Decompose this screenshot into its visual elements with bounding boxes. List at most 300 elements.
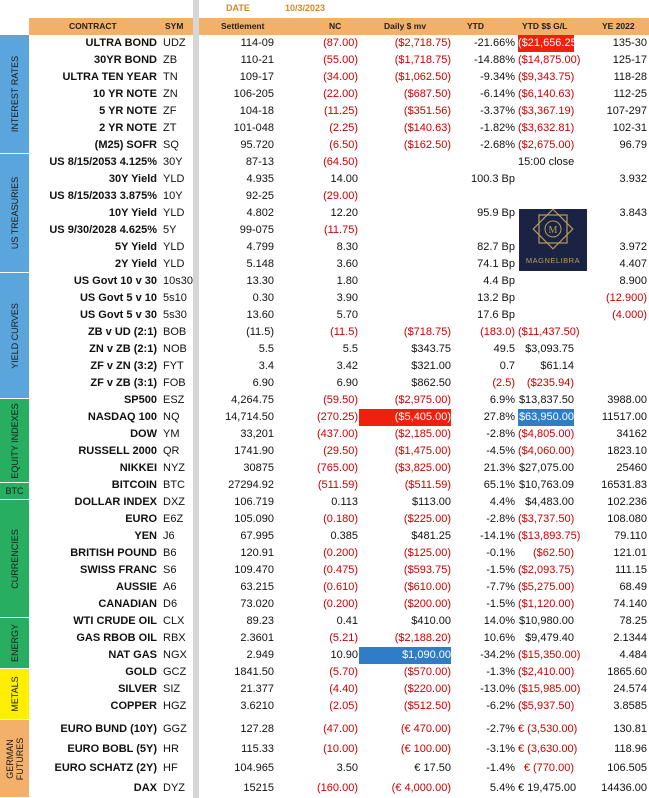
- cell-nc[interactable]: (11.5): [330, 326, 358, 338]
- cell-ye[interactable]: 118-28: [613, 71, 647, 83]
- cell-ytd[interactable]: -0.1%: [486, 547, 515, 559]
- cell-ytd[interactable]: -2.8%: [486, 513, 515, 525]
- cell-name[interactable]: ULTRA BOND: [85, 37, 157, 49]
- cell-ytdgl[interactable]: ($2,093.75): [518, 564, 575, 576]
- cell-ytdgl[interactable]: ($2,675.00): [518, 139, 575, 151]
- cell-name[interactable]: BRITISH POUND: [70, 547, 157, 559]
- cell-name[interactable]: COPPER: [110, 700, 157, 712]
- cell-nc[interactable]: (11.25): [323, 105, 358, 117]
- cell-set[interactable]: 110-21: [240, 54, 274, 66]
- cell-set[interactable]: 30875: [243, 462, 274, 474]
- cell-set[interactable]: 92-25: [245, 190, 274, 202]
- cell-ytd[interactable]: -4.5%: [486, 445, 515, 457]
- cell-daily[interactable]: (€ 100.00): [400, 742, 451, 755]
- cell-name[interactable]: 5 YR NOTE: [99, 105, 157, 117]
- cell-ye[interactable]: 96.79: [619, 139, 647, 151]
- cell-name[interactable]: GOLD: [125, 666, 157, 678]
- cell-daily[interactable]: ($687.50): [403, 88, 451, 100]
- cell-set[interactable]: 115.33: [241, 742, 274, 755]
- cell-set[interactable]: 63.215: [240, 581, 274, 593]
- cell-set[interactable]: 104.965: [234, 762, 274, 774]
- cell-daily[interactable]: ($3,825.00): [394, 462, 451, 474]
- cell-ytd[interactable]: 5.4%: [489, 781, 515, 794]
- cell-daily[interactable]: € 17.50: [414, 762, 451, 774]
- cell-ytd[interactable]: (183.0): [480, 326, 515, 338]
- cell-ye[interactable]: 74.140: [613, 598, 647, 610]
- cell-ye[interactable]: 79.110: [614, 530, 647, 542]
- cell-ytd[interactable]: -1.82%: [480, 122, 515, 134]
- cell-ytd[interactable]: -9.34%: [480, 71, 515, 83]
- cell-nc[interactable]: 5.70: [336, 309, 358, 321]
- cell-name[interactable]: 30Y Yield: [108, 173, 157, 185]
- cell-ye[interactable]: [579, 188, 647, 205]
- cell-set[interactable]: 1741.90: [234, 445, 274, 457]
- cell-sym[interactable]: 30Y: [163, 156, 183, 168]
- cell-set[interactable]: 106.719: [234, 496, 274, 508]
- cell-name[interactable]: EURO SCHATZ (2Y): [54, 762, 157, 774]
- cell-name[interactable]: US 8/15/2053 4.125%: [49, 156, 157, 168]
- cell-ytd[interactable]: -1.3%: [486, 666, 515, 678]
- cell-ytdgl[interactable]: ($235.94): [526, 377, 574, 389]
- cell-sym[interactable]: 10Y: [163, 190, 183, 202]
- cell-sym[interactable]: A6: [163, 581, 177, 593]
- cell-ye[interactable]: 118.96: [614, 742, 647, 755]
- cell-set[interactable]: 95.720: [240, 139, 274, 151]
- cell-name[interactable]: DOW: [130, 428, 157, 440]
- cell-ytdgl[interactable]: [518, 307, 574, 324]
- cell-sym[interactable]: SIZ: [163, 683, 181, 695]
- cell-name[interactable]: DAX: [133, 781, 157, 794]
- cell-sym[interactable]: YLD: [163, 241, 185, 253]
- cell-nc[interactable]: 0.385: [330, 530, 358, 542]
- cell-ytd[interactable]: -1.5%: [486, 564, 515, 576]
- cell-ytdgl[interactable]: $61.14: [540, 360, 574, 372]
- cell-sym[interactable]: 5Y: [163, 224, 177, 236]
- cell-name[interactable]: ZF v ZB (3:1): [90, 377, 157, 389]
- cell-daily[interactable]: $321.00: [411, 360, 451, 372]
- cell-ytdgl[interactable]: ($9,343.75): [518, 71, 575, 83]
- cell-ytd[interactable]: -21.66%: [474, 37, 515, 49]
- cell-nc[interactable]: 1.80: [336, 275, 358, 287]
- cell-name[interactable]: NASDAQ 100: [87, 411, 157, 423]
- cell-ye[interactable]: 16531.83: [601, 479, 647, 491]
- cell-nc[interactable]: 5.5: [342, 343, 358, 355]
- cell-ytdgl[interactable]: $3,093.75: [525, 343, 574, 355]
- cell-nc[interactable]: (11.75): [323, 224, 358, 236]
- cell-set[interactable]: 87-13: [245, 156, 274, 168]
- cell-nc[interactable]: (64.50): [323, 156, 358, 168]
- cell-daily[interactable]: $1,090.00: [359, 647, 451, 664]
- cell-daily[interactable]: ($5,405.00): [359, 409, 451, 426]
- cell-name[interactable]: 10Y Yield: [108, 207, 157, 219]
- cell-nc[interactable]: (59.50): [323, 394, 358, 406]
- cell-ye[interactable]: 108.080: [607, 513, 647, 525]
- cell-sym[interactable]: S6: [163, 564, 177, 576]
- cell-name[interactable]: ZN v ZB (2:1): [89, 343, 157, 355]
- cell-name[interactable]: 5Y Yield: [115, 241, 157, 253]
- cell-ye[interactable]: 106.505: [607, 762, 647, 774]
- cell-nc[interactable]: 6.90: [336, 377, 358, 389]
- cell-sym[interactable]: NQ: [163, 411, 180, 423]
- cell-ye[interactable]: 3988.00: [607, 394, 647, 406]
- cell-ye[interactable]: [579, 341, 647, 358]
- header-daily[interactable]: Daily $ mv: [384, 21, 427, 31]
- cell-set[interactable]: 4.935: [246, 173, 274, 185]
- cell-ytdgl[interactable]: ($3,632.81): [518, 122, 575, 134]
- cell-ytdgl[interactable]: [518, 273, 574, 290]
- cell-daily[interactable]: [359, 256, 451, 273]
- cell-name[interactable]: SILVER: [118, 683, 157, 695]
- cell-sym[interactable]: NYZ: [163, 462, 185, 474]
- cell-set[interactable]: 89.23: [246, 615, 274, 627]
- cell-ytdgl[interactable]: ($6,140.63): [518, 88, 575, 100]
- cell-set[interactable]: 114-09: [240, 37, 274, 49]
- cell-ytdgl[interactable]: [518, 290, 574, 307]
- cell-ytd[interactable]: 100.3 Bp: [470, 173, 515, 185]
- cell-ytdgl[interactable]: ($21,656.25): [518, 35, 574, 52]
- cell-ytd[interactable]: 27.8%: [483, 411, 515, 423]
- cell-ytdgl[interactable]: ($14,875.00): [518, 54, 581, 66]
- cell-ye[interactable]: 3.972: [619, 241, 647, 253]
- cell-daily[interactable]: [359, 307, 451, 324]
- cell-name[interactable]: US Govt 10 v 30: [73, 275, 157, 287]
- cell-set[interactable]: 21.377: [240, 683, 274, 695]
- cell-ytd[interactable]: 21.3%: [483, 462, 515, 474]
- cell-nc[interactable]: 3.42: [336, 360, 358, 372]
- cell-nc[interactable]: (511.59): [317, 479, 358, 491]
- cell-ytdgl[interactable]: $63,950.00: [518, 409, 574, 426]
- cell-ytd[interactable]: -34.2%: [480, 649, 515, 661]
- cell-sym[interactable]: 10s30: [163, 275, 193, 287]
- cell-name[interactable]: US Govt 5 v 10: [79, 292, 157, 304]
- cell-sym[interactable]: BTC: [163, 479, 185, 491]
- cell-nc[interactable]: 10.90: [330, 649, 358, 661]
- cell-ye[interactable]: 34162: [616, 428, 647, 440]
- cell-set[interactable]: 14,714.50: [225, 411, 274, 423]
- cell-ytdgl[interactable]: [518, 171, 574, 188]
- cell-daily[interactable]: ($2,718.75): [394, 37, 451, 49]
- cell-name[interactable]: NIKKEI: [119, 462, 157, 474]
- cell-daily[interactable]: ($2,185.00): [394, 428, 451, 440]
- cell-daily[interactable]: [359, 188, 451, 205]
- cell-ye[interactable]: 102.236: [607, 496, 647, 508]
- cell-nc[interactable]: (47.00): [323, 723, 358, 735]
- cell-name[interactable]: 2Y Yield: [115, 258, 157, 270]
- cell-name[interactable]: AUSSIE: [116, 581, 157, 593]
- cell-ytdgl[interactable]: € (770.00): [523, 762, 574, 774]
- cell-nc[interactable]: (0.200): [323, 547, 358, 559]
- cell-nc[interactable]: (29.50): [323, 445, 358, 457]
- cell-ye[interactable]: 14436.00: [601, 781, 647, 794]
- cell-ye[interactable]: 107-297: [606, 105, 647, 117]
- cell-ytdgl[interactable]: ($5,275.00): [518, 581, 575, 593]
- cell-ytd[interactable]: -1.5%: [486, 598, 515, 610]
- cell-daily[interactable]: ($225.00): [403, 513, 451, 525]
- cell-daily[interactable]: [359, 222, 451, 239]
- cell-ye[interactable]: 3.843: [619, 207, 647, 219]
- cell-nc[interactable]: (10.00): [323, 742, 358, 755]
- cell-ytd[interactable]: -14.1%: [480, 530, 515, 542]
- cell-nc[interactable]: 0.113: [331, 496, 358, 508]
- cell-ytd[interactable]: -2.7%: [486, 723, 515, 735]
- cell-daily[interactable]: ($610.00): [403, 581, 451, 593]
- cell-set[interactable]: 4,264.75: [231, 394, 274, 406]
- cell-set[interactable]: 101-048: [233, 122, 274, 134]
- cell-sym[interactable]: YM: [163, 428, 180, 440]
- cell-ye[interactable]: 102-31: [612, 122, 647, 134]
- cell-ytd[interactable]: -7.7%: [486, 581, 515, 593]
- cell-daily[interactable]: [359, 154, 451, 171]
- cell-sym[interactable]: HF: [163, 762, 178, 774]
- cell-daily[interactable]: [359, 273, 451, 290]
- cell-ye[interactable]: 130.81: [613, 723, 647, 735]
- cell-daily[interactable]: $481.25: [411, 530, 451, 542]
- cell-nc[interactable]: 14.00: [330, 173, 358, 185]
- cell-ye[interactable]: 11517.00: [601, 411, 647, 423]
- cell-ytdgl[interactable]: ($3,367.19): [518, 105, 575, 117]
- cell-ytdgl[interactable]: € (3,630.00): [518, 742, 578, 755]
- cell-set[interactable]: 2.3601: [240, 632, 274, 644]
- cell-nc[interactable]: (5.21): [329, 632, 358, 644]
- cell-ytdgl[interactable]: ($15,985.00): [518, 683, 581, 695]
- cell-set[interactable]: 67.995: [240, 530, 274, 542]
- cell-ytdgl[interactable]: $27,075.00: [518, 462, 574, 474]
- cell-name[interactable]: SWISS FRANC: [80, 564, 157, 576]
- cell-ytd[interactable]: 49.5: [493, 343, 515, 355]
- cell-set[interactable]: 2.949: [246, 649, 274, 661]
- cell-set[interactable]: 6.90: [252, 377, 274, 389]
- cell-sym[interactable]: ZT: [163, 122, 177, 134]
- cell-ytd[interactable]: -6.2%: [486, 700, 515, 712]
- cell-name[interactable]: GAS RBOB OIL: [76, 632, 157, 644]
- cell-ye[interactable]: 111.15: [614, 564, 647, 576]
- cell-nc[interactable]: 12.20: [330, 207, 358, 219]
- cell-ytd[interactable]: 95.9 Bp: [477, 207, 515, 219]
- cell-ytd[interactable]: [453, 154, 515, 171]
- cell-sym[interactable]: HR: [163, 742, 179, 755]
- cell-ytd[interactable]: 0.7: [499, 360, 515, 372]
- cell-nc[interactable]: (270.25): [317, 411, 358, 423]
- cell-sym[interactable]: YLD: [163, 173, 185, 185]
- cell-daily[interactable]: ($162.50): [403, 139, 451, 151]
- cell-set[interactable]: 109-17: [239, 71, 274, 83]
- cell-set[interactable]: 33,201: [240, 428, 274, 440]
- cell-ytd[interactable]: -2.8%: [486, 428, 515, 440]
- cell-set[interactable]: 13.30: [246, 275, 274, 287]
- cell-nc[interactable]: (87.00): [323, 37, 358, 49]
- cell-ytd[interactable]: 13.2 Bp: [477, 292, 515, 304]
- cell-ytdgl[interactable]: $9,479.40: [525, 632, 574, 644]
- cell-sym[interactable]: E6Z: [163, 513, 184, 525]
- cell-sym[interactable]: FYT: [163, 360, 184, 372]
- cell-daily[interactable]: ($2,975.00): [394, 394, 451, 406]
- cell-ye[interactable]: 4.407: [619, 258, 647, 270]
- cell-sym[interactable]: NOB: [163, 343, 187, 355]
- cell-ye[interactable]: 112-25: [613, 88, 647, 100]
- cell-sym[interactable]: TN: [163, 71, 178, 83]
- cell-ytdgl[interactable]: ($4,060.00): [518, 445, 575, 457]
- cell-name[interactable]: BITCOIN: [111, 479, 157, 491]
- cell-set[interactable]: 106-205: [233, 88, 274, 100]
- cell-ytdgl[interactable]: ($2,410.00): [518, 666, 575, 678]
- cell-ytdgl[interactable]: € (3,530.00): [518, 723, 578, 735]
- cell-daily[interactable]: ($140.63): [403, 122, 451, 134]
- cell-nc[interactable]: 3.60: [336, 258, 358, 270]
- cell-nc[interactable]: (55.00): [323, 54, 358, 66]
- cell-set[interactable]: 120.91: [240, 547, 274, 559]
- cell-daily[interactable]: $343.75: [411, 343, 451, 355]
- cell-sym[interactable]: UDZ: [163, 37, 186, 49]
- cell-name[interactable]: 2 YR NOTE: [99, 122, 157, 134]
- cell-ye[interactable]: 68.49: [619, 581, 647, 593]
- cell-sym[interactable]: YLD: [163, 258, 185, 270]
- cell-sym[interactable]: D6: [163, 598, 178, 610]
- cell-name[interactable]: US Govt 5 v 30: [79, 309, 157, 321]
- cell-ytd[interactable]: 4.4 Bp: [483, 275, 515, 287]
- cell-ytdgl[interactable]: ($15,350.00): [518, 649, 581, 661]
- cell-name[interactable]: YEN: [134, 530, 157, 542]
- cell-ytdgl[interactable]: ($13,893.75): [518, 530, 581, 542]
- cell-name[interactable]: 30YR BOND: [94, 54, 157, 66]
- cell-name[interactable]: 10 YR NOTE: [93, 88, 157, 100]
- cell-ytd[interactable]: [453, 222, 515, 239]
- cell-sym[interactable]: ESZ: [163, 394, 185, 406]
- cell-nc[interactable]: (765.00): [317, 462, 358, 474]
- header-ye[interactable]: YE 2022: [602, 21, 635, 31]
- cell-nc[interactable]: (0.475): [323, 564, 358, 576]
- cell-nc[interactable]: (2.25): [329, 122, 358, 134]
- cell-ytd[interactable]: -6.14%: [480, 88, 515, 100]
- cell-ytdgl[interactable]: ($3,737.50): [518, 513, 575, 525]
- cell-set[interactable]: 0.30: [252, 292, 274, 304]
- cell-sym[interactable]: NGX: [163, 649, 187, 661]
- cell-nc[interactable]: 3.90: [336, 292, 358, 304]
- cell-ye[interactable]: 135-30: [612, 37, 647, 49]
- cell-sym[interactable]: CLX: [163, 615, 185, 627]
- cell-ytd[interactable]: [453, 188, 515, 205]
- cell-ytd[interactable]: 14.0%: [483, 615, 515, 627]
- cell-name[interactable]: EURO BOBL (5Y): [67, 742, 157, 755]
- cell-ye[interactable]: 1865.60: [607, 666, 647, 678]
- cell-daily[interactable]: ($2,188.20): [394, 632, 451, 644]
- cell-sym[interactable]: ZB: [163, 54, 178, 66]
- cell-sym[interactable]: BOB: [163, 326, 187, 338]
- cell-daily[interactable]: [359, 290, 451, 307]
- cell-ytdgl[interactable]: $13,837.50: [518, 394, 574, 406]
- cell-sym[interactable]: SQ: [163, 139, 179, 151]
- cell-ye[interactable]: 25460: [616, 462, 647, 474]
- cell-ytdgl[interactable]: $4,483.00: [525, 496, 574, 508]
- cell-sym[interactable]: B6: [163, 547, 177, 559]
- cell-ytdgl[interactable]: ($4,805.00): [518, 428, 575, 440]
- cell-nc[interactable]: 0.41: [336, 615, 358, 627]
- cell-daily[interactable]: ($220.00): [403, 683, 451, 695]
- cell-ytd[interactable]: -2.68%: [480, 139, 515, 151]
- cell-sym[interactable]: HGZ: [163, 700, 187, 712]
- cell-sym[interactable]: DYZ: [163, 781, 185, 794]
- cell-ytdgl[interactable]: ($5,937.50): [518, 700, 575, 712]
- cell-name[interactable]: SP500: [123, 394, 157, 406]
- cell-set[interactable]: 27294.92: [228, 479, 274, 491]
- cell-set[interactable]: 5.148: [246, 258, 274, 270]
- cell-ye[interactable]: 125-17: [612, 54, 647, 66]
- cell-name[interactable]: CANADIAN: [98, 598, 157, 610]
- cell-name[interactable]: US 8/15/2033 3.875%: [49, 190, 157, 202]
- cell-name[interactable]: NAT GAS: [108, 649, 157, 661]
- cell-name[interactable]: (M25) SOFR: [94, 139, 157, 151]
- header-nc[interactable]: NC: [329, 21, 342, 31]
- cell-nc[interactable]: 8.30: [336, 241, 358, 253]
- cell-ytdgl[interactable]: [518, 188, 574, 205]
- cell-daily[interactable]: [359, 239, 451, 256]
- cell-ytd[interactable]: -13.0%: [480, 683, 515, 695]
- cell-name[interactable]: ULTRA TEN YEAR: [62, 71, 157, 83]
- cell-name[interactable]: DOLLAR INDEX: [74, 496, 157, 508]
- cell-set[interactable]: 105.090: [234, 513, 274, 525]
- header-contract[interactable]: CONTRACT: [69, 21, 117, 31]
- cell-ye[interactable]: 8.900: [619, 275, 647, 287]
- cell-sym[interactable]: 5s10: [163, 292, 187, 304]
- cell-set[interactable]: (11.5): [246, 326, 274, 338]
- cell-set[interactable]: 99-075: [239, 224, 274, 236]
- cell-ye[interactable]: 121.01: [613, 547, 647, 559]
- cell-set[interactable]: 3.4: [258, 360, 274, 372]
- cell-nc[interactable]: (34.00): [323, 71, 358, 83]
- cell-nc[interactable]: (160.00): [317, 781, 358, 794]
- cell-daily[interactable]: $113.00: [412, 496, 451, 508]
- cell-ye[interactable]: 1823.10: [607, 445, 647, 457]
- cell-ytdgl[interactable]: ($11,437.50): [518, 326, 580, 338]
- cell-set[interactable]: 127.28: [240, 723, 274, 735]
- cell-sym[interactable]: FOB: [163, 377, 186, 389]
- cell-ytd[interactable]: 6.9%: [489, 394, 515, 406]
- cell-set[interactable]: 3.6210: [240, 700, 274, 712]
- cell-ye[interactable]: (4.000): [612, 309, 647, 321]
- cell-ytd[interactable]: (2.5): [492, 377, 515, 389]
- cell-ytdgl[interactable]: € 19,475.00: [518, 781, 577, 794]
- cell-ytdgl[interactable]: $10,763.09: [518, 479, 574, 491]
- cell-sym[interactable]: YLD: [163, 207, 185, 219]
- cell-sym[interactable]: RBX: [163, 632, 186, 644]
- cell-ytdgl[interactable]: 15:00 close: [518, 156, 575, 168]
- cell-ye[interactable]: (12.900): [606, 292, 647, 304]
- cell-ye[interactable]: [579, 375, 647, 392]
- cell-daily[interactable]: [359, 205, 451, 222]
- cell-set[interactable]: 73.020: [240, 598, 274, 610]
- cell-daily[interactable]: ($511.59): [404, 479, 451, 491]
- cell-nc[interactable]: (0.610): [323, 581, 358, 593]
- cell-ye[interactable]: [579, 222, 647, 239]
- cell-daily[interactable]: [359, 171, 451, 188]
- cell-set[interactable]: 1841.50: [234, 666, 274, 678]
- cell-ye[interactable]: 3.8585: [613, 700, 647, 712]
- cell-set[interactable]: 15215: [243, 781, 274, 794]
- cell-sym[interactable]: DXZ: [163, 496, 185, 508]
- cell-daily[interactable]: ($125.00): [403, 547, 451, 559]
- cell-sym[interactable]: J6: [163, 530, 175, 542]
- cell-ytdgl[interactable]: $10,980.00: [518, 615, 574, 627]
- header-settlement[interactable]: Settlement: [221, 21, 265, 31]
- cell-ytd[interactable]: 82.7 Bp: [477, 241, 515, 253]
- cell-nc[interactable]: (4.40): [329, 683, 358, 695]
- cell-set[interactable]: 5.5: [258, 343, 274, 355]
- cell-set[interactable]: 4.799: [246, 241, 274, 253]
- header-sym[interactable]: SYM: [165, 21, 184, 31]
- cell-nc[interactable]: (22.00): [323, 88, 358, 100]
- cell-nc[interactable]: (437.00): [317, 428, 358, 440]
- cell-daily[interactable]: ($1,475.00): [394, 445, 451, 457]
- cell-ytd[interactable]: -3.1%: [486, 742, 515, 755]
